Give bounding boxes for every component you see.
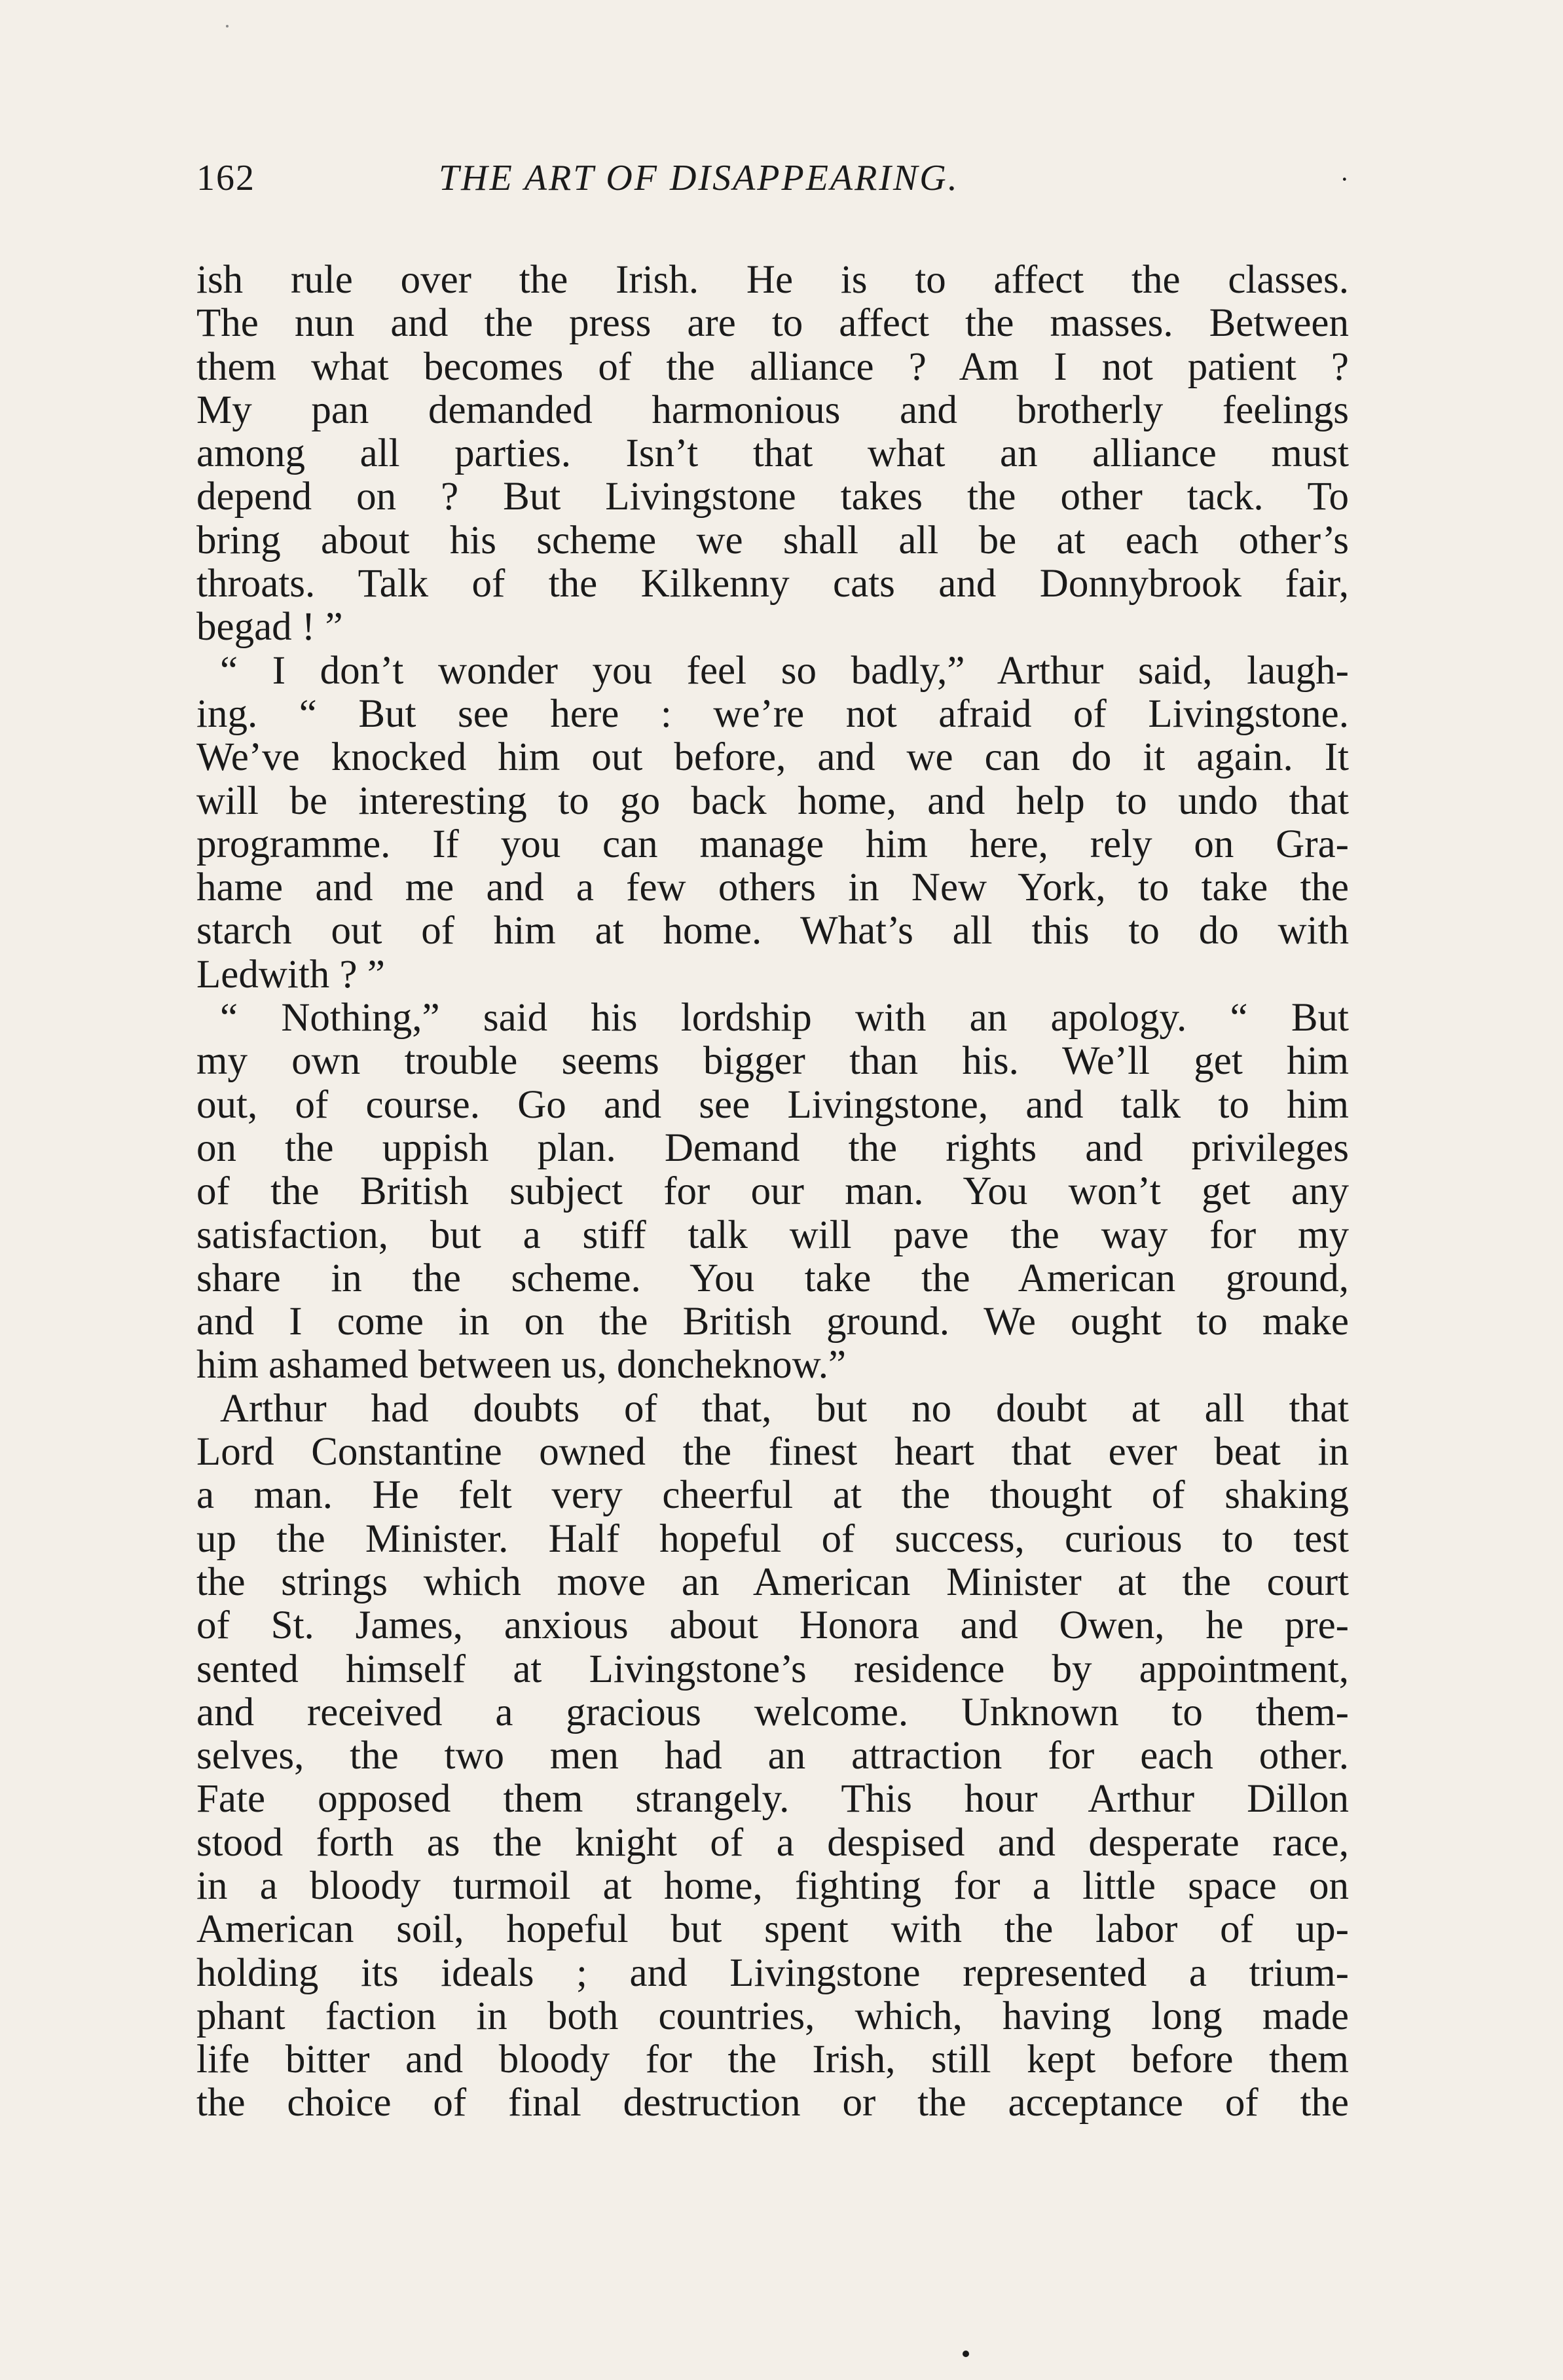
text-line: programme. If you can manage him here, rely on Gra- (196, 822, 1349, 866)
text-line: “ I don’t wonder you feel so badly,” Arthur said, laugh- (220, 648, 1349, 693)
text-line: depend on ? But Livingstone takes the other tack. To (196, 475, 1349, 519)
running-head (196, 157, 1349, 216)
text-line: a man. He felt very cheerful at the thought of shaking (196, 1473, 1349, 1518)
stray-mark: · (1340, 164, 1349, 194)
text-line: satisfaction, but a stiff talk will pave the way for my (196, 1213, 1349, 1257)
text-line: up the Minister. Half hopeful of success, curious to test (196, 1516, 1349, 1561)
text-line: will be interesting to go back home, and help to undo that (196, 778, 1349, 823)
paper-speck (226, 25, 229, 27)
text-line: holding its ideals ; and Livingstone represented a trium- (196, 1950, 1349, 1995)
text-line: begad ! ” (196, 605, 343, 650)
text-line: my own trouble seems bigger than his. We’ll get him (196, 1039, 1349, 1084)
text-line: in a bloody turmoil at home, fighting for a little space on (196, 1863, 1349, 1908)
text-line: hame and me and a few others in New York, to take the (196, 866, 1349, 910)
text-line: Arthur had doubts of that, but no doubt at all that (220, 1386, 1349, 1431)
text-line: starch out of him at home. What’s all this to do with (196, 909, 1349, 953)
text-line: bring about his scheme we shall all be at each other’s (196, 518, 1349, 562)
text-line: American soil, hopeful but spent with the labor of up- (196, 1907, 1349, 1952)
text-line: stood forth as the knight of a despised and desperate race, (196, 1820, 1349, 1865)
text-line: selves, the two men had an attraction for each other. (196, 1734, 1349, 1778)
text-line: out, of course. Go and see Livingstone, and talk to him (196, 1082, 1349, 1127)
text-line: My pan demanded harmonious and brotherly feelings (196, 388, 1349, 432)
text-line: ish rule over the Irish. He is to affect the classes. (196, 258, 1349, 302)
text-line: and I come in on the British ground. We ought to make (196, 1300, 1349, 1344)
ink-dot (963, 2351, 969, 2357)
text-line: We’ve knocked him out before, and we can do it again. It (196, 735, 1349, 780)
text-line: Fate opposed them strangely. This hour Arthur Dillon (196, 1777, 1349, 1822)
text-line: them what becomes of the alliance ? Am I not patient ? (196, 344, 1349, 389)
text-line: life bitter and bloody for the Irish, still kept before them (196, 2038, 1349, 2082)
text-line: and received a gracious welcome. Unknown to them- (196, 1690, 1349, 1734)
page-number: 162 (196, 158, 255, 198)
text-line: among all parties. Isn’t that what an alliance must (196, 431, 1349, 476)
text-line: sented himself at Livingstone’s residence by appointment, (196, 1647, 1349, 1691)
running-title: THE ART OF DISAPPEARING. (439, 158, 959, 198)
text-line: The nun and the press are to affect the masses. Between (196, 301, 1349, 346)
text-line: phant faction in both countries, which, having long made (196, 1994, 1349, 2038)
text-line: Lord Constantine owned the finest heart that ever beat in (196, 1430, 1349, 1474)
text-line: him ashamed between us, doncheknow.” (196, 1343, 847, 1387)
text-line: ing. “ But see here : we’re not afraid of Livingstone. (196, 691, 1349, 736)
text-line: Ledwith ? ” (196, 952, 385, 997)
text-line: the choice of final destruction or the acceptance of the (196, 2081, 1349, 2125)
body-text (196, 259, 1349, 2125)
text-line: on the uppish plan. Demand the rights and privileges (196, 1126, 1349, 1170)
text-line: of St. James, anxious about Honora and Owen, he pre- (196, 1603, 1349, 1648)
text-line: the strings which move an American Minister at the court (196, 1560, 1349, 1604)
text-line: throats. Talk of the Kilkenny cats and Donnybrook fair, (196, 562, 1349, 606)
text-line: share in the scheme. You take the American ground, (196, 1256, 1349, 1300)
text-line: “ Nothing,” said his lordship with an apology. “ But (220, 996, 1349, 1040)
text-line: of the British subject for our man. You won’t get any (196, 1169, 1349, 1214)
